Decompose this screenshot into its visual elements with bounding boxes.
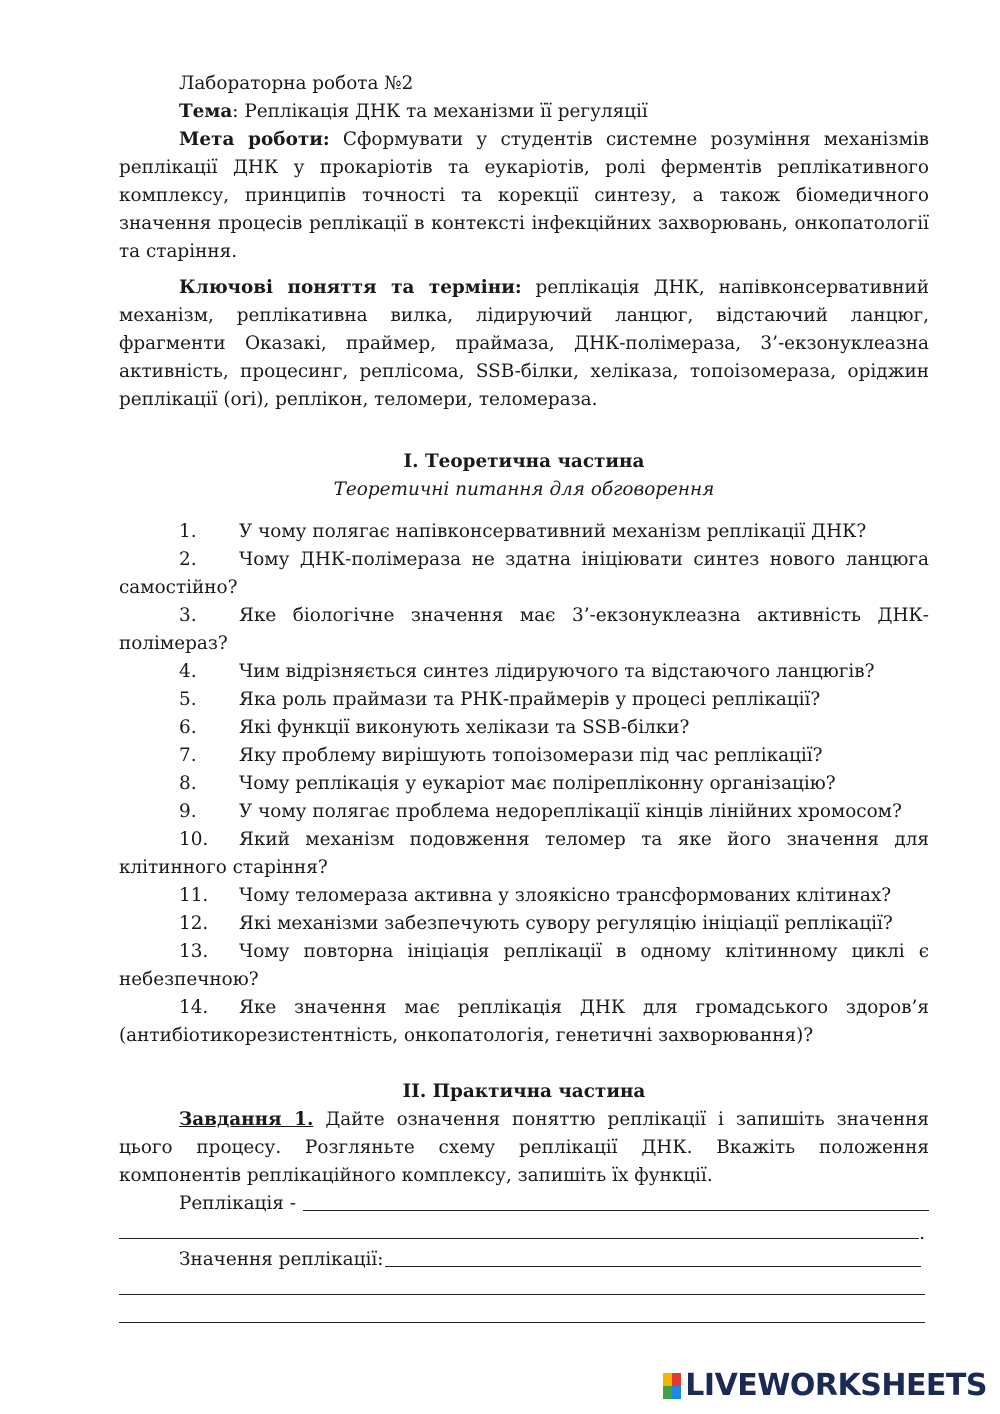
question-item: 2. Чому ДНК-полімераза не здатна ініціювати синтез нового ланцюга самостійно?: [119, 549, 929, 598]
question-item: 12. Які механізми забезпечують сувору регуляцію ініціації реплікації?: [179, 913, 893, 934]
liveworksheets-logo: [663, 1370, 987, 1402]
topic-label: Тема: [179, 101, 233, 122]
question-item: 7. Яку проблему вирішують топоізомерази під час реплікації?: [179, 745, 823, 766]
topic-line: [119, 98, 929, 126]
line-end-period: .: [919, 1223, 925, 1244]
question-item: 4. Чим відрізняється синтез лідируючого та відстаючого ланцюгів?: [179, 661, 875, 682]
theory-section-title: І. Теоретична частина: [403, 451, 645, 472]
task1-paragraph: [119, 1106, 929, 1190]
replication-row: [119, 1190, 929, 1218]
liveworksheets-logo-icon: [663, 1373, 681, 1399]
question-item: 9. У чому полягає проблема недореплікації кінців лінійних хромосом?: [179, 801, 902, 822]
question-item: 6. Які функції виконують хелікази та SSB-білки?: [179, 717, 690, 738]
question-item: 5. Яка роль праймази та РНК-праймерів у процесі реплікації?: [179, 689, 821, 710]
question-item: 8. Чому реплікація у еукаріот має полірепліконну організацію?: [179, 773, 836, 794]
replication-definition-input[interactable]: [303, 1190, 929, 1211]
practice-section-title: ІІ. Практична частина: [402, 1081, 646, 1102]
logo-text: LIVEWORKSHEETS: [685, 1368, 987, 1403]
significance-input[interactable]: [385, 1246, 921, 1267]
goal-label: Мета роботи:: [179, 129, 330, 150]
theory-section-subtitle: Теоретичні питання для обговорення: [333, 479, 715, 500]
task1-label: Завдання 1.: [179, 1109, 314, 1130]
questions-list: [119, 518, 929, 1050]
significance-input-line3[interactable]: [119, 1302, 925, 1323]
terms-label: Ключові поняття та терміни:: [179, 277, 522, 298]
task1-text: Дайте означення поняттю реплікації і запишіть значення цього процесу. Розгляньте схему реплікації ДНК. Вкажіть положення компонентів реплікаційного комплексу, запишіть їх функції.: [119, 1109, 929, 1186]
significance-label: Значення реплікації:: [179, 1249, 384, 1270]
question-item: 14. Яке значення має реплікація ДНК для громадського здоров’я (антибіотикорезистентність, онкопатологія, генетичні захворювання)?: [119, 997, 929, 1046]
significance-row: [119, 1246, 929, 1274]
question-item: 11. Чому теломераза активна у злоякісно трансформованих клітинах?: [179, 885, 892, 906]
worksheet-page: [119, 70, 929, 1330]
question-item: 10. Який механізм подовження теломер та яке його значення для клітинного старіння?: [119, 829, 929, 878]
goal-paragraph: [119, 126, 929, 266]
goal-text: Сформувати у студентів системне розуміння механізмів реплікації ДНК у прокаріотів та еукаріотів, ролі ферментів реплікативного комплексу, принципів точності та корекції синтезу, а також біомедичного значення процесів реплікації в контексті інфекційних захворювань, онкопатології та старіння.: [119, 129, 929, 262]
replication-row-continued: [119, 1218, 929, 1246]
significance-input-line2[interactable]: [119, 1274, 925, 1295]
replication-label: Реплікація -: [179, 1193, 296, 1214]
significance-row-2: [119, 1274, 929, 1302]
terms-text: реплікація ДНК, напівконсервативний механізм, реплікативна вилка, лідируючий ланцюг, відстаючий ланцюг, фрагменти Оказакі, праймер, праймаза, ДНК-полімераза, 3’-екзонуклеазна активність, процесинг, реплісома, SSB-білки, хеліказа, топоізомераза, оріджин реплікації (ori), реплікон, теломери, теломераза.: [119, 277, 929, 410]
lab-title: Лабораторна робота №2: [179, 73, 414, 94]
replication-definition-input-line2[interactable]: [119, 1218, 919, 1239]
question-item: 1. У чому полягає напівконсервативний механізм реплікації ДНК?: [179, 521, 867, 542]
question-item: 13. Чому повторна ініціація реплікації в одному клітинному циклі є небезпечною?: [119, 941, 929, 990]
significance-row-3: [119, 1302, 929, 1330]
question-item: 3. Яке біологічне значення має 3’-екзонуклеазна активність ДНК-полімераз?: [119, 605, 929, 654]
terms-paragraph: [119, 274, 929, 414]
topic-text: : Реплікація ДНК та механізми її регуляції: [232, 101, 648, 122]
